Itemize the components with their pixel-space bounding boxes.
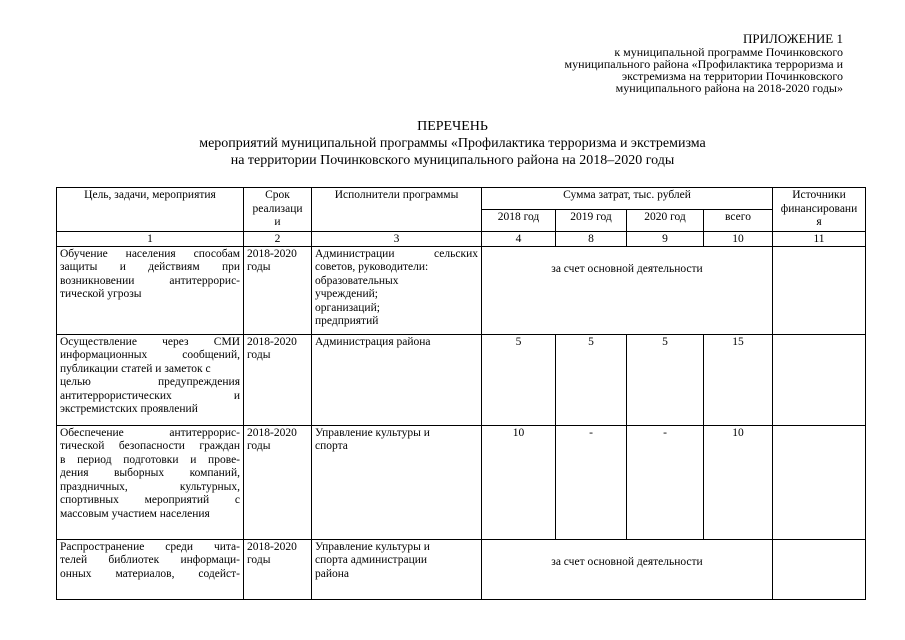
table-row xyxy=(57,425,866,539)
table-row xyxy=(57,334,866,425)
sources-cell xyxy=(773,425,866,539)
column-number: 2 xyxy=(244,231,312,246)
column-number: 11 xyxy=(773,231,866,246)
appendix-title: ПРИЛОЖЕНИЕ 1 xyxy=(743,31,843,46)
document-heading xyxy=(0,118,905,169)
column-number: 9 xyxy=(627,231,704,246)
column-number: 8 xyxy=(556,231,627,246)
executors-cell: Администрации сельских советов, руководители: образовательных учреждений; организаций; предприятий xyxy=(312,246,482,334)
cost-2020-cell: - xyxy=(627,425,704,539)
column-numbers-row xyxy=(57,231,866,246)
goal-cell: Обеспечение антитеррорис- тической безопасности граждан в период подготовки и прове- дения выборных компаний, праздничных, культурных, спортивных мероприятий с массовым участием населения xyxy=(57,425,244,539)
header-2019: 2019 год xyxy=(556,209,627,231)
appendix-line: муниципального района «Профилактика терроризма и xyxy=(564,57,843,71)
header-2020: 2020 год xyxy=(627,209,704,231)
term-cell: 2018-2020 годы xyxy=(244,246,312,334)
header-2018: 2018 год xyxy=(482,209,556,231)
column-number: 1 xyxy=(57,231,244,246)
goal-cell: Распространение среди чита- телей библиотек информаци- онных материалов, содейст- xyxy=(57,539,244,599)
table-row xyxy=(57,539,866,599)
goal-cell: Осуществление через СМИ информационных сообщений, публикации статей и заметок с целью предупреждения антитеррористических и экстремистских проявлений xyxy=(57,334,244,425)
header-row xyxy=(57,188,866,210)
heading-line: на территории Починковского муниципального района на 2018–2020 годы xyxy=(230,153,675,168)
cost-2019-cell: - xyxy=(556,425,627,539)
header-total: всего xyxy=(704,209,773,231)
cost-total-cell: 10 xyxy=(704,425,773,539)
cost-2018-cell: 5 xyxy=(482,334,556,425)
cost-2018-cell: 10 xyxy=(482,425,556,539)
header-costs: Сумма затрат, тыс. рублей xyxy=(482,188,773,210)
appendix-line: к муниципальной программе Починковского xyxy=(614,45,843,59)
header-term: Срок реализаци и xyxy=(244,188,312,232)
column-number: 10 xyxy=(704,231,773,246)
merged-funding-cell: за счет основной деятельности xyxy=(482,539,773,599)
header-sources: Источники финансировани я xyxy=(773,188,866,232)
executors-cell: Администрация района xyxy=(312,334,482,425)
column-number: 4 xyxy=(482,231,556,246)
cost-total-cell: 15 xyxy=(704,334,773,425)
activities-table xyxy=(56,187,866,600)
appendix-line: экстремизма на территории Починковского xyxy=(621,69,843,83)
merged-funding-cell: за счет основной деятельности xyxy=(482,246,773,334)
table-row xyxy=(57,246,866,334)
sources-cell xyxy=(773,539,866,599)
appendix-block xyxy=(443,32,843,94)
term-cell: 2018-2020 годы xyxy=(244,539,312,599)
executors-cell: Управление культуры и спорта xyxy=(312,425,482,539)
term-cell: 2018-2020 годы xyxy=(244,425,312,539)
heading-line: мероприятий муниципальной программы «Профилактика терроризма и экстремизма xyxy=(199,136,706,151)
sources-cell xyxy=(773,334,866,425)
column-number: 3 xyxy=(312,231,482,246)
header-executors: Исполнители программы xyxy=(312,188,482,232)
heading-title: ПЕРЕЧЕНЬ xyxy=(417,119,488,134)
sources-cell xyxy=(773,246,866,334)
appendix-line: муниципального района на 2018-2020 годы» xyxy=(615,81,843,95)
executors-cell: Управление культуры и спорта администрации района xyxy=(312,539,482,599)
header-goal: Цель, задачи, мероприятия xyxy=(57,188,244,232)
cost-2020-cell: 5 xyxy=(627,334,704,425)
term-cell: 2018-2020 годы xyxy=(244,334,312,425)
goal-cell: Обучение населения способам защиты и действиям при возникновении антитеррорис- тической угрозы xyxy=(57,246,244,334)
cost-2019-cell: 5 xyxy=(556,334,627,425)
